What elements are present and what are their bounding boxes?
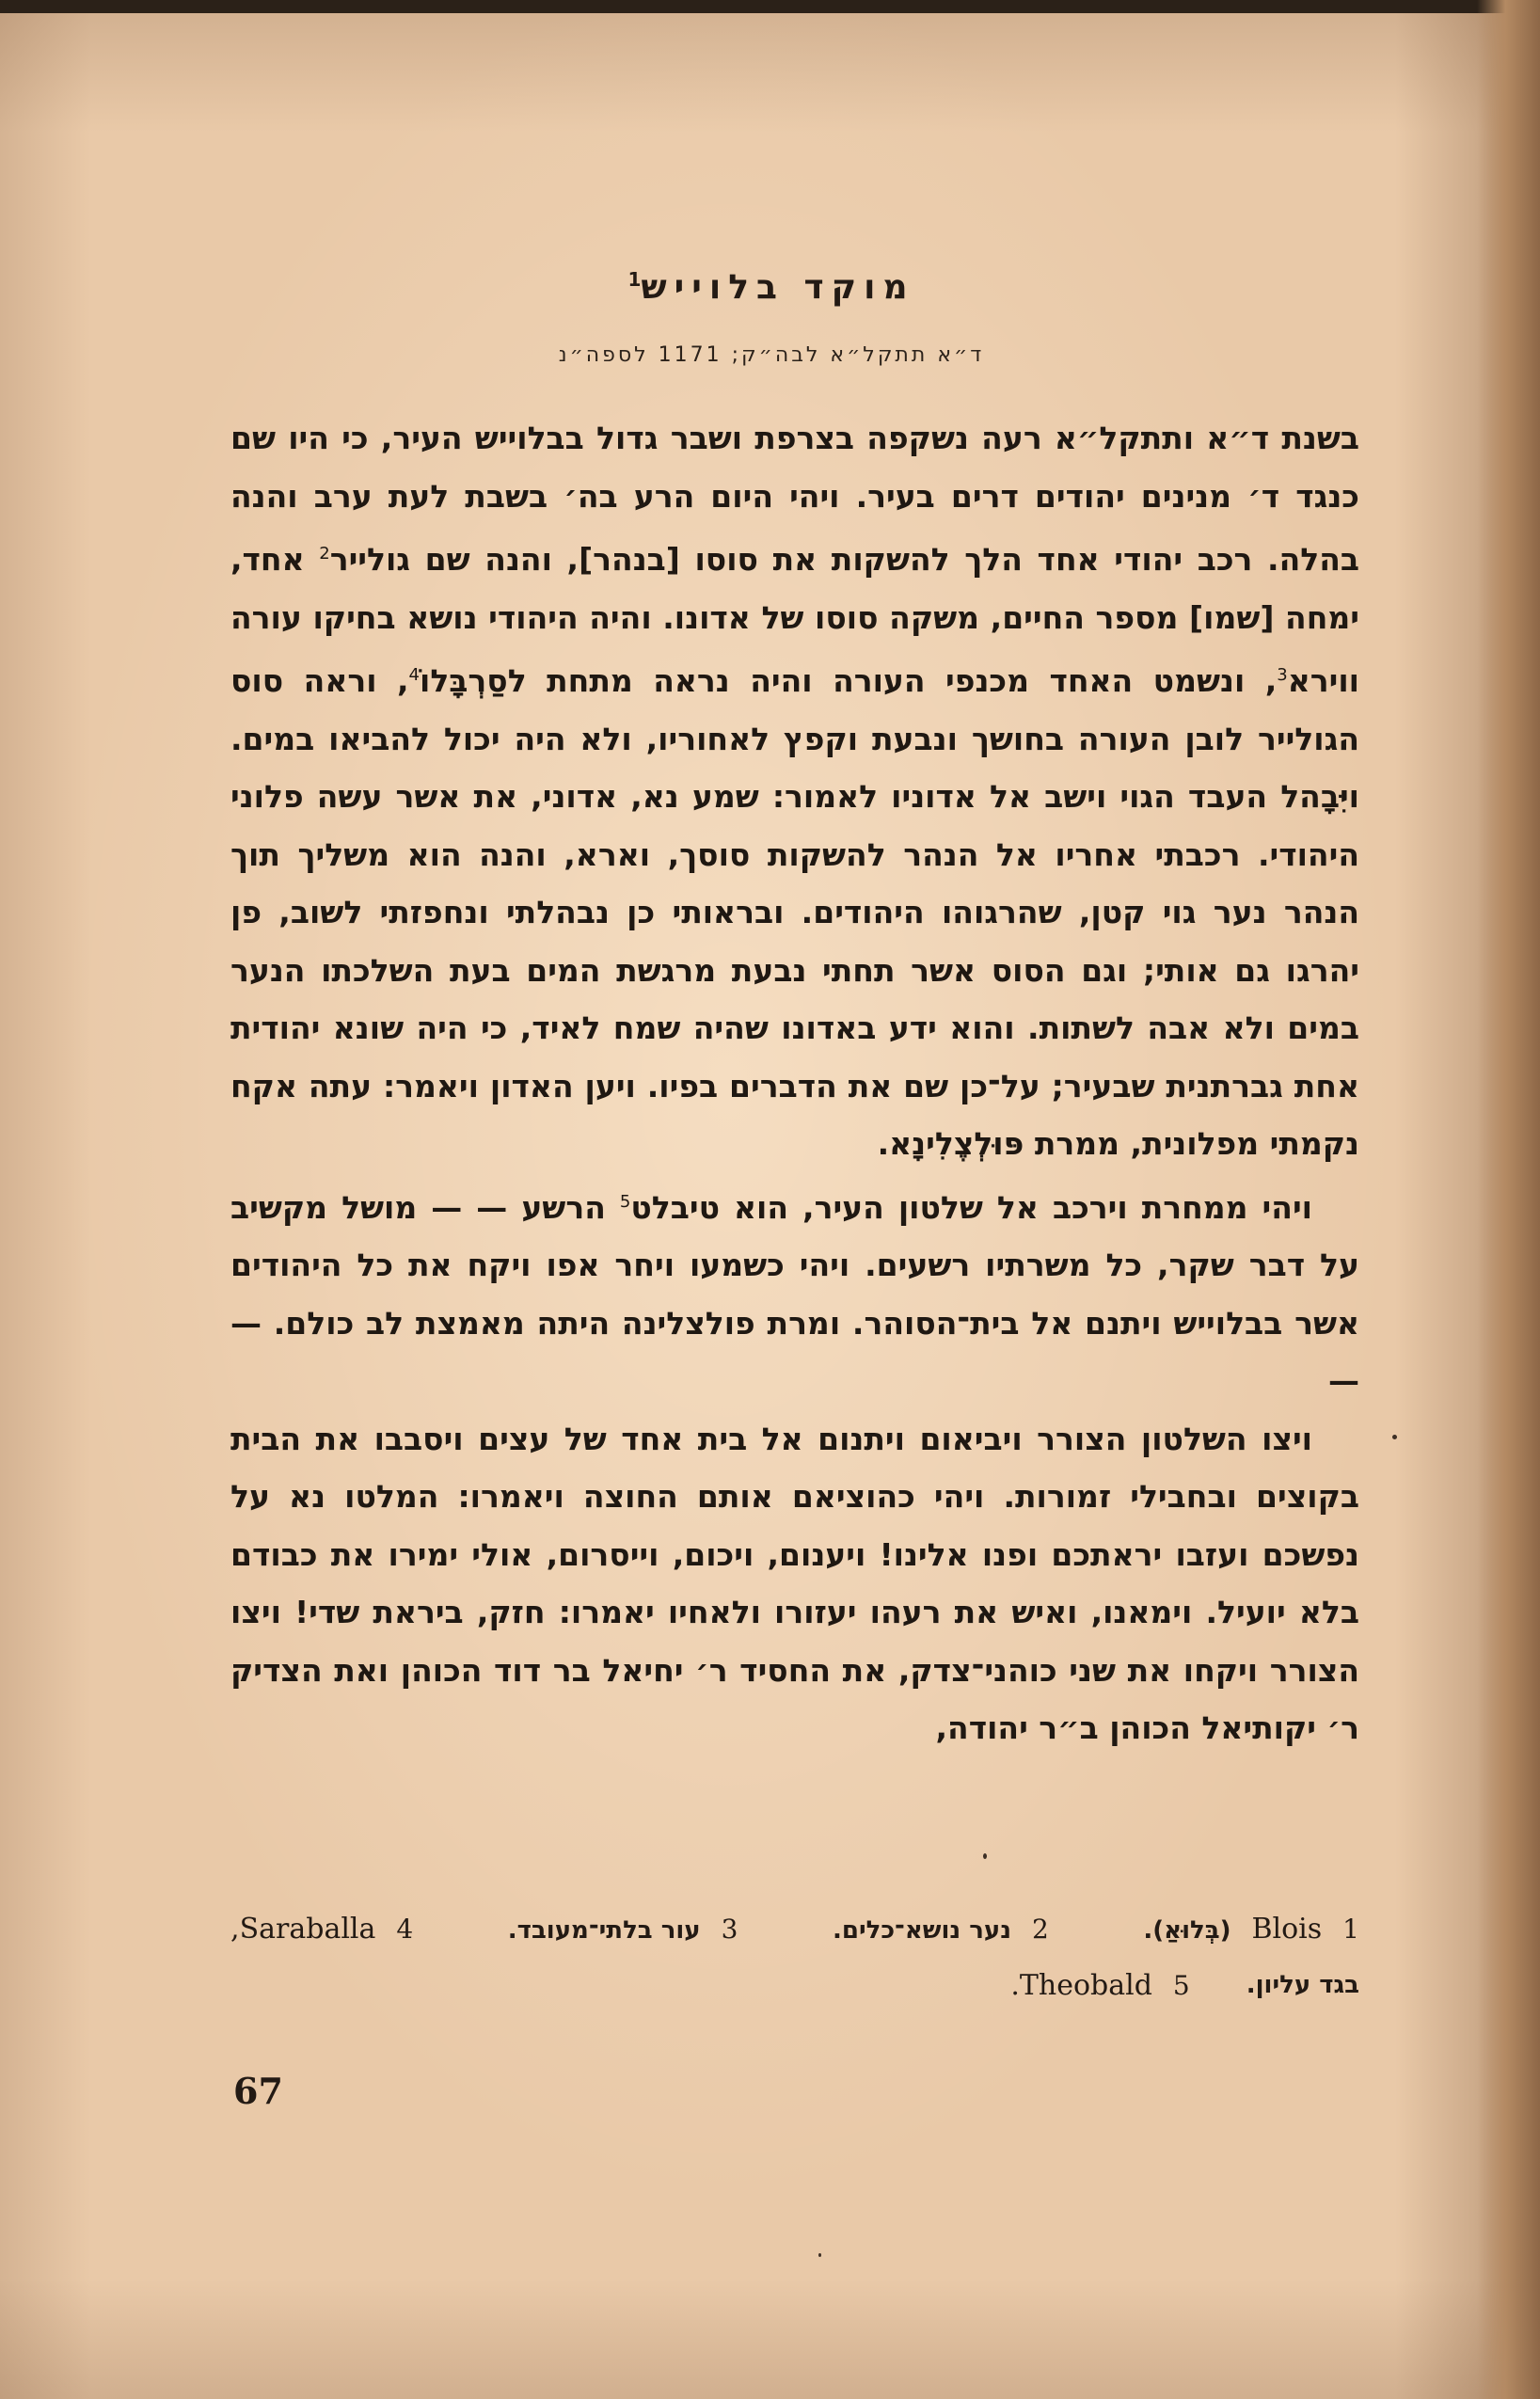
- footnotes-row-1: [230, 1900, 1359, 1957]
- footnote-4: [230, 1913, 413, 1946]
- footnotes: [230, 1900, 1359, 2013]
- paper-speck: [818, 2253, 821, 2257]
- footnote-1-hebrew: (בְּלוּאַ).: [1143, 1915, 1231, 1945]
- footnotes-row-2: [230, 1957, 1359, 2013]
- page-number: 67: [233, 2070, 283, 2112]
- paragraph-1: [230, 409, 1359, 1173]
- footnote-1: [1143, 1913, 1359, 1946]
- paragraph-2: [230, 1173, 1359, 1410]
- footnote-marker-5: 5: [619, 1191, 631, 1212]
- footnote-marker-2: 2: [319, 544, 330, 564]
- footnote-2-number: 2: [1032, 1913, 1049, 1945]
- footnote-3: [508, 1914, 738, 1945]
- main-text: [230, 409, 1359, 1757]
- footnote-5: [1010, 1969, 1189, 2002]
- footnote-marker-4: 4: [408, 665, 420, 685]
- chapter-date-line: ד״א תתקל״א לבה״ק; 1171 לספה״נ: [558, 343, 985, 367]
- footnote-4-latin: Saraballa,: [230, 1912, 376, 1946]
- footnote-1-number: 1: [1342, 1913, 1359, 1945]
- footnote-4-number: 4: [396, 1913, 414, 1945]
- footnote-5-number: 5: [1172, 1969, 1190, 2001]
- paper-speck: [983, 1853, 987, 1859]
- paper-speck: [1392, 1435, 1397, 1439]
- footnote-3-number: 3: [721, 1913, 738, 1945]
- footnote-2-hebrew: נער נושא־כלים.: [832, 1915, 1012, 1945]
- paragraph-1-text-b: אחד, ימחה [שמו] מספר החיים, משקה סוסו של אדונו. והיה היהודי נושא בחיקו עורה ווירא: [230, 541, 1359, 699]
- paragraph-1-text-d: , וראה סוס הגולייר לובן העורה בחושך ונבעת וקפץ לאחוריו, ולא היה יכול להביאו במים. ויִּבָהל העבד הגוי וישב אל אדוניו לאמור: שמע נא, אדוני, את אשר עשה פלוני היהודי. רכבתי אחריו אל הנהר להשקות סוסך, וארא, והנה הוא משליך תוך הנהר נער גוי קטן, שהרגוהו היהודים. ובראותי כן נבהלתי ונחפזתי לשוב, פן יהרגו גם אותי; וגם הסוס אשר תחתי נבעת מרגשת המים בעת השלכתו הנער במים ולא אבה לשתות. והוא ידע באדונו שהיה שמח לאיד, כי היה שונא יהודית אחת גברתנית שבעיר; על־כן שם את הדברים בפיו. ויען האדון ויאמר: עתה אקח נקמתי מפלונית, ממרת פּוּלְצֶלִינָא.: [230, 662, 1359, 1162]
- paragraph-1-text-a: בשנת ד״א ותתקל״א רעה נשקפה בצרפת ושבר גדול בבלוייש העיר, כי היו שם כנגד ד׳ מנינים יהודים דרים בעיר. ויהי היום הרע בה׳ בשבת לעת ערב והנה בהלה. רכב יהודי אחד הלך להשקות את סוסו [בנהר], והנה שם גולייר: [230, 420, 1359, 578]
- paragraph-3: ויצו השלטון הצורר ויביאום ויתנום אל בית אחד של עצים ויסבבו את הבית בקוצים ובחבילי זמורות. ויהי כהוציאם אותם החוצה ויאמרו: המלטו נא על נפשכם ועזבו יראתכם ופנו אלינו! ויענום, ויכום, וייסרום, אולי ימירו את כבודם בלא יועיל. וימאנו, ואיש את רעהו יעזורו ולאחיו יאמרו: חזק, ביראת שדי! ויצו הצורר ויקחו את שני כוהני־צדק, את החסיד ר׳ יחיאל בר דוד הכוהן ואת הצדיק ר׳ יקותיאל הכוהן ב״ר יהודה,: [230, 1420, 1359, 1746]
- chapter-title-footnote-marker: 1: [627, 268, 642, 291]
- footnote-5-latin: Theobald.: [1010, 1968, 1152, 2002]
- page-gutter-shadow: [1477, 0, 1540, 2399]
- footnote-1-latin: Blois: [1251, 1912, 1323, 1946]
- footnote-2: [833, 1914, 1049, 1945]
- footnote-3-hebrew: עור בלתי־מעובד.: [507, 1915, 701, 1945]
- chapter-title: [489, 268, 1054, 307]
- footnote-4-hebrew: בגד עליון.: [1246, 1971, 1359, 1999]
- paragraph-2-text-a: ויהי ממחרת וירכב אל שלטון העיר, הוא טיבלט: [630, 1188, 1312, 1226]
- paragraph-1-text-c: , ונשמט האחד מכנפי העורה והיה נראה מתחת לסַרְבָּלוֹ: [420, 662, 1278, 699]
- chapter-title-text: מוקד בלוייש: [641, 268, 915, 307]
- footnote-marker-3: 3: [1277, 665, 1288, 685]
- paragraph-2-text-b: הרשע — — מושל מקשיב על דבר שקר, כל משרתיו רשעים. ויהי כשמעו ויחר אפו ויקח את כל היהודים אשר בבלוייש ויתנם אל בית־הסוהר. ומרת פולצלינה היתה מאמצת לב כולם. — —: [230, 1188, 1359, 1399]
